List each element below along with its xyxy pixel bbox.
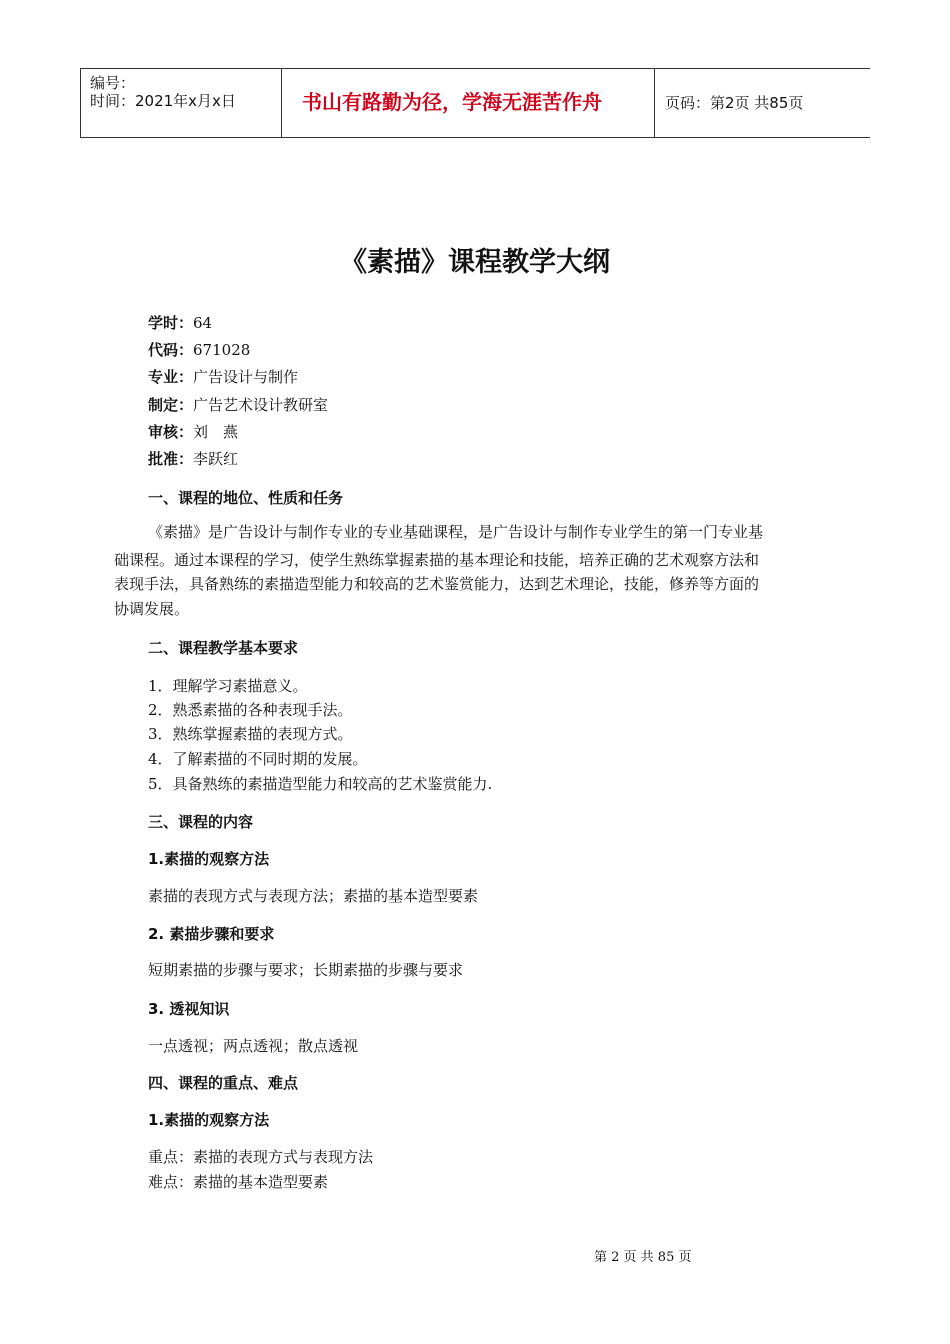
header-page-info: 页码：第2页 共85页 — [665, 94, 804, 112]
header-motto: 书山有路勤为径，学海无涯苦作舟 — [302, 90, 602, 114]
subsection-heading: 2. 素描步骤和要求 — [148, 925, 275, 943]
body-text: 素描的表现方式与表现方法；素描的基本造型要素 — [148, 887, 479, 905]
meta-value: 广告艺术设计教研室 — [193, 396, 329, 414]
meta-key: 批准： — [148, 450, 194, 468]
paragraph-line: 表现手法，具备熟练的素描造型能力和较高的艺术鉴赏能力，达到艺术理论，技能，修养等方面的 — [114, 575, 760, 593]
paragraph-line: 协调发展。 — [114, 600, 190, 618]
meta-approver — [148, 448, 238, 470]
key-point-text: 重点：素描的表现方式与表现方法 — [148, 1148, 374, 1166]
meta-code — [148, 339, 250, 361]
paragraph-line: 础课程。通过本课程的学习，使学生熟练掌握素描的基本理论和技能，培养正确的艺术观察方法和 — [114, 551, 760, 569]
meta-value: 刘 燕 — [193, 423, 239, 441]
meta-author — [148, 394, 328, 416]
list-item: 2．熟悉素描的各种表现手法。 — [148, 701, 353, 719]
meta-value: 广告设计与制作 — [193, 368, 299, 386]
meta-hours — [148, 312, 212, 334]
meta-value: 李跃红 — [193, 450, 239, 468]
document-title: 《素描》课程教学大纲 — [340, 247, 610, 278]
page-footer: 第 2 页 共 85 页 — [594, 1250, 692, 1265]
section-heading: 三、课程的内容 — [148, 813, 254, 831]
body-text: 一点透视；两点透视；散点透视 — [148, 1037, 359, 1055]
subsection-heading: 1.素描的观察方法 — [148, 1111, 270, 1129]
section-heading: 二、课程教学基本要求 — [148, 639, 299, 657]
header-divider — [80, 69, 81, 137]
difficult-point-text: 难点：素描的基本造型要素 — [148, 1173, 329, 1191]
list-item: 4．了解素描的不同时期的发展。 — [148, 750, 368, 768]
meta-key: 专业： — [148, 368, 194, 386]
list-item: 3．熟练掌握素描的表现方式。 — [148, 725, 353, 743]
list-item: 1．理解学习素描意义。 — [148, 677, 308, 695]
header-divider — [654, 69, 655, 137]
meta-value: 64 — [193, 314, 213, 332]
page-header — [80, 68, 870, 138]
section-heading: 一、课程的地位、性质和任务 — [148, 489, 344, 507]
meta-value: 671028 — [193, 341, 251, 359]
subsection-heading: 3. 透视知识 — [148, 1000, 230, 1018]
section-heading: 四、课程的重点、难点 — [148, 1074, 299, 1092]
meta-major — [148, 366, 298, 388]
body-text: 短期素描的步骤与要求；长期素描的步骤与要求 — [148, 961, 464, 979]
meta-key: 代码： — [148, 341, 194, 359]
paragraph-line: 《素描》是广告设计与制作专业的专业基础课程，是广告设计与制作专业学生的第一门专业基 — [148, 523, 764, 541]
meta-key: 学时： — [148, 314, 194, 332]
list-item: 5．具备熟练的素描造型能力和较高的艺术鉴赏能力. — [148, 775, 493, 793]
document-number-label: 编号： — [90, 74, 136, 92]
meta-reviewer — [148, 421, 238, 443]
subsection-heading: 1.素描的观察方法 — [148, 850, 270, 868]
meta-key: 制定： — [148, 396, 194, 414]
meta-key: 审核： — [148, 423, 194, 441]
header-divider — [281, 69, 282, 137]
document-date: 时间：2021年x月x日 — [90, 92, 236, 110]
